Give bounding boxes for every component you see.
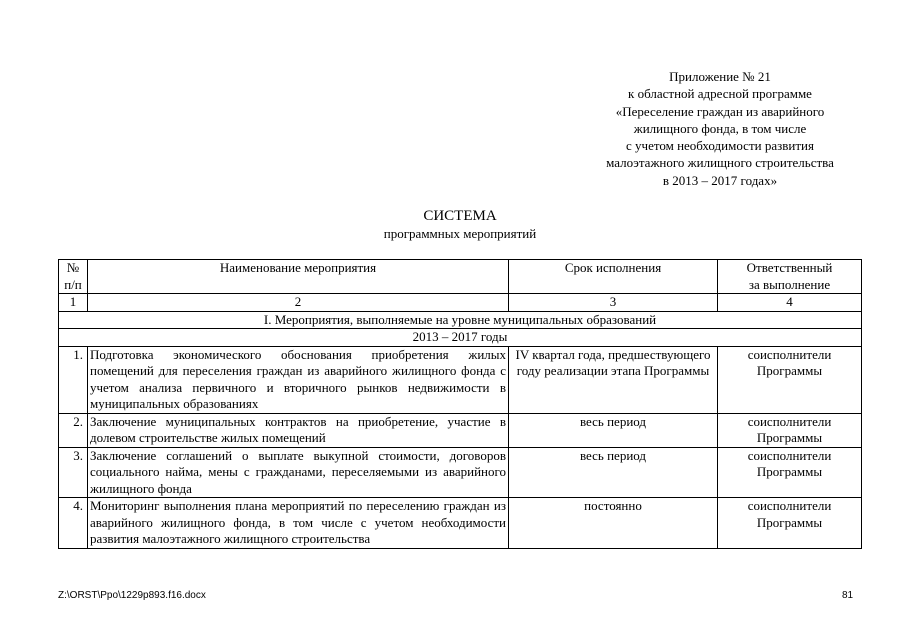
row-name: Заключение муниципальных контрактов на приобретение, участие в долевом строительстве жилых помещений xyxy=(88,413,509,447)
header-number: № п/п xyxy=(59,260,88,294)
row-name: Мониторинг выполнения плана мероприятий по переселению граждан из аварийного жилищного фонда, в том числе с учетом необходимости развития малоэтажного жилищного строительства xyxy=(88,498,509,549)
row-name: Подготовка экономического обоснования приобретения жилых помещений для переселения граждан из аварийного жилищного фонда с учетом анализа первичного и вторичного рынков недвижимости в муниципальных образованиях xyxy=(88,346,509,413)
column-number: 1 xyxy=(59,294,88,312)
table-row xyxy=(59,498,862,549)
column-number: 3 xyxy=(509,294,718,312)
document-heading xyxy=(300,207,620,242)
document-subtitle: программных мероприятий xyxy=(383,226,537,241)
column-number: 2 xyxy=(88,294,509,312)
row-term: постоянно xyxy=(509,498,718,549)
row-number: 3. xyxy=(59,447,88,498)
header-name: Наименование мероприятия xyxy=(88,260,509,294)
row-term: IV квартал года, предшествующего году реализации этапа Программы xyxy=(509,346,718,413)
row-term: весь период xyxy=(509,413,718,447)
appendix-line: в 2013 – 2017 годах» xyxy=(662,172,778,188)
table-row xyxy=(59,447,862,498)
row-number: 2. xyxy=(59,413,88,447)
row-term: весь период xyxy=(509,447,718,498)
measures-table xyxy=(58,259,862,549)
table-header-row xyxy=(59,260,862,294)
row-responsible: соисполнители Программы xyxy=(718,498,862,549)
column-number: 4 xyxy=(718,294,862,312)
row-name: Заключение соглашений о выплате выкупной стоимости, договоров социального найма, мены с гражданами, переселяемыми из аварийного жилищного фонда xyxy=(88,447,509,498)
appendix-line: жилищного фонда, в том числе xyxy=(633,120,807,136)
document-title: СИСТЕМА xyxy=(423,208,497,224)
row-responsible: соисполнители Программы xyxy=(718,447,862,498)
header-term: Срок исполнения xyxy=(509,260,718,294)
table-row xyxy=(59,413,862,447)
column-number-row xyxy=(59,294,862,312)
row-responsible: соисполнители Программы xyxy=(718,413,862,447)
appendix-line: к областной адресной программе xyxy=(628,86,812,102)
period-label: 2013 – 2017 годы xyxy=(59,329,862,347)
header-responsible: Ответственный за выполнение xyxy=(718,260,862,294)
section-row xyxy=(59,311,862,329)
period-row xyxy=(59,329,862,347)
appendix-line: «Переселение граждан из аварийного xyxy=(615,103,825,119)
section-title: I. Мероприятия, выполняемые на уровне муниципальных образований xyxy=(59,311,862,329)
page-number: 81 xyxy=(842,590,854,601)
row-number: 1. xyxy=(59,346,88,413)
appendix-line: малоэтажного жилищного строительства xyxy=(606,155,834,171)
appendix-line: с учетом необходимости развития xyxy=(626,138,814,154)
appendix-header xyxy=(560,68,880,189)
table-row xyxy=(59,346,862,413)
appendix-line: Приложение № 21 xyxy=(669,69,771,84)
footer-file-path: Z:\ORST\Ppo\1229p893.f16.docx xyxy=(58,590,206,601)
row-responsible: соисполнители Программы xyxy=(718,346,862,413)
row-number: 4. xyxy=(59,498,88,549)
